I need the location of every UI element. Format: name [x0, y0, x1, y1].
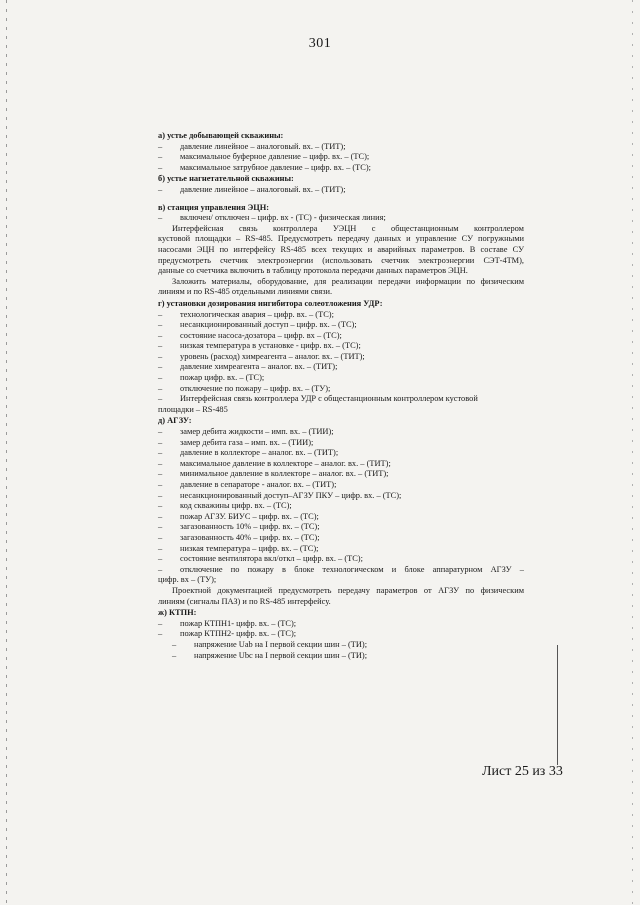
bullet-dash: – [158, 394, 163, 404]
list-item [158, 619, 524, 630]
line-text: состояние насоса-дозатора – цифр. вх – (ТС); [180, 330, 342, 340]
list-item [158, 501, 524, 512]
paragraph-line [158, 287, 524, 298]
line-text: загазованность 40% – цифр. вх. – (ТС); [180, 532, 320, 542]
line-text: технологическая авария – цифр. вх. – (ТС); [180, 309, 334, 319]
line-text: низкая температура – цифр. вх. – (ТС); [180, 543, 319, 553]
line-text: напряжение Ubc на I первой секции шин – (ТИ); [194, 650, 368, 660]
section-heading [158, 608, 524, 619]
line-text: включен/ отключен – цифр. вх - (ТС) - физическая линия; [180, 213, 386, 223]
paragraph-line [158, 245, 524, 256]
line-text: ж) КТПН: [158, 608, 197, 618]
document-body [158, 130, 524, 661]
line-text: давление в сепараторе - аналог. вх. – (ТИТ); [180, 480, 337, 489]
section-heading [158, 299, 524, 310]
paragraph-line [158, 256, 524, 267]
list-item [158, 427, 524, 438]
scan-edge-right [632, 0, 633, 905]
line-text: б) устье нагнетательной скважины: [158, 174, 294, 184]
bullet-dash: – [158, 522, 163, 532]
line-text: состояние вентилятора вкл/откл – цифр. вх. – (ТС); [180, 554, 363, 564]
list-item [158, 651, 524, 662]
bullet-dash: – [158, 490, 163, 500]
list-item [158, 310, 524, 321]
line-text: несанкционированный доступ – цифр. вх. – (ТС); [180, 320, 357, 330]
line-text: давление линейное – аналоговый. вх. – (ТИТ); [180, 141, 346, 151]
line-text: площадки – RS-485 [158, 404, 228, 414]
bullet-dash: – [158, 330, 163, 340]
list-item [158, 512, 524, 523]
bullet-dash: – [158, 618, 163, 628]
list-item [158, 394, 524, 405]
bullet-dash: – [158, 309, 163, 319]
bullet-dash: – [158, 351, 163, 361]
list-item [158, 331, 524, 342]
margin-rule [557, 645, 558, 765]
line-text: а) устье добывающей скважины: [158, 131, 284, 140]
list-item [158, 522, 524, 533]
section-heading [158, 131, 524, 142]
line-text: максимальное давление в коллекторе – аналог. вх. – (ТИТ); [180, 458, 391, 468]
text-line [158, 575, 524, 586]
line-text: пожар АГЗУ. БИУС – цифр. вх. – (ТС); [180, 511, 319, 521]
line-text: д) АГЗУ: [158, 416, 192, 426]
list-item [158, 320, 524, 331]
line-text: данные со счетчика включить в таблицу протокола передачи данных параметров ЭЦН. [158, 266, 468, 276]
scan-edge-left [6, 0, 7, 905]
line-text: максимальное затрубное давление – цифр. вх. – (ТС); [180, 162, 371, 172]
bullet-dash: – [158, 362, 163, 372]
bullet-dash: – [158, 480, 163, 489]
line-text: г) установки дозирования ингибитора солеотложения УДР: [158, 298, 383, 308]
bullet-dash: – [158, 184, 163, 194]
list-item [158, 373, 524, 384]
list-item [158, 384, 524, 395]
bullet-dash: – [158, 564, 163, 574]
line-text: предусмотреть счетчик электроэнергии (использовать счетчик электроэнергии СЭТ-4ТМ), [158, 255, 524, 265]
list-item [158, 185, 524, 196]
line-text: несанкционированный доступ–АГЗУ ПКУ – цифр. вх. – (ТС); [180, 490, 402, 500]
bullet-dash: – [158, 427, 163, 437]
bullet-dash: – [158, 629, 163, 639]
bullet-dash: – [158, 373, 163, 383]
line-text: низкая температура в установке - цифр. вх. – (ТС); [180, 341, 361, 351]
sheet-counter: Лист 25 из 33 [482, 764, 563, 779]
list-item [158, 491, 524, 502]
bullet-dash: – [158, 448, 163, 458]
list-item [158, 469, 524, 480]
line-text: пожар цифр. вх. – (ТС); [180, 373, 265, 383]
paragraph-line [158, 266, 524, 277]
list-item [158, 629, 524, 640]
bullet-dash: – [158, 437, 163, 447]
list-item [158, 362, 524, 373]
list-item [158, 152, 524, 163]
line-text: замер дебита газа – имп. вх. – (ТИИ); [180, 437, 314, 447]
line-text: код скважины цифр. вх. – (ТС); [180, 501, 292, 511]
paragraph-line [158, 597, 524, 608]
line-text: Интерфейсная связь контроллера УДР с общестанционным контроллером кустовой [180, 394, 478, 404]
bullet-dash: – [158, 141, 163, 151]
bullet-dash: – [158, 383, 163, 393]
line-text: замер дебита жидкости – имп. вх. – (ТИИ); [180, 427, 334, 437]
line-text: Проектной документацией предусмотреть передачу параметров от АГЗУ по физическим [172, 585, 524, 595]
spacer [158, 196, 524, 202]
list-item [158, 341, 524, 352]
bullet-dash: – [158, 162, 163, 172]
line-text: в) станция управления ЭЦН: [158, 202, 270, 212]
section-heading [158, 174, 524, 185]
paragraph-line [158, 224, 524, 235]
paragraph-line [158, 277, 524, 288]
bullet-dash: – [158, 532, 163, 542]
text-line [158, 405, 524, 416]
section-heading [158, 416, 524, 427]
bullet-dash: – [158, 511, 163, 521]
list-item [158, 554, 524, 565]
section-heading [158, 203, 524, 214]
line-text: отключение по пожару – цифр. вх. – (ТУ); [180, 383, 331, 393]
paragraph-line [158, 586, 524, 597]
bullet-dash: – [158, 543, 163, 553]
line-text: цифр. вх – (ТУ); [158, 575, 217, 585]
list-item [158, 565, 524, 576]
list-item [158, 459, 524, 470]
line-text: пожар КТПН1- цифр. вх. – (ТС); [180, 618, 297, 628]
line-text: максимальное буферное давление – цифр. вх. – (ТС); [180, 152, 370, 162]
line-text: Интерфейсная связь контроллера УЭЦН с общестанционным контроллером [172, 223, 524, 233]
bullet-dash: – [172, 639, 177, 649]
line-text: кустовой площадки – RS-485. Предусмотреть передачу данных и управление СУ погружными [158, 234, 524, 244]
bullet-dash: – [158, 320, 163, 330]
bullet-dash: – [158, 469, 163, 479]
bullet-dash: – [158, 152, 163, 162]
list-item [158, 163, 524, 174]
list-item [158, 544, 524, 555]
line-text: напряжение Uab на I первой секции шин – (ТИ); [194, 639, 368, 649]
line-text: линиям и по RS-485 отдельными линиями связи. [158, 287, 333, 297]
line-text: минимальное давление в коллекторе – аналог. вх. – (ТИТ); [180, 469, 389, 479]
line-text: уровень (расход) химреагента – аналог. вх. – (ТИТ); [180, 351, 365, 361]
line-text: загазованность 10% – цифр. вх. – (ТС); [180, 522, 320, 532]
list-item [158, 352, 524, 363]
list-item [158, 448, 524, 459]
line-text: пожар КТПН2- цифр. вх. – (ТС); [180, 629, 297, 639]
list-item [158, 142, 524, 153]
bullet-dash: – [158, 341, 163, 351]
line-text: давление линейное – аналоговый. вх. – (ТИТ); [180, 184, 346, 194]
list-item [158, 533, 524, 544]
line-text: линиям (сигналы ПАЗ) и по RS-485 интерфейсу. [158, 596, 331, 606]
list-item [158, 480, 524, 491]
line-text: давление химреагента – аналог. вх. – (ТИТ); [180, 362, 338, 372]
bullet-dash: – [158, 554, 163, 564]
list-item [158, 213, 524, 224]
list-item [158, 640, 524, 651]
line-text: насосами ЭЦН по интерфейсу RS-485 всех текущих и аварийных параметров. В составе СУ [158, 244, 524, 254]
bullet-dash: – [158, 213, 163, 223]
line-text: отключение по пожару в блоке технологическом и блоке аппаратурном АГЗУ – [180, 564, 524, 574]
bullet-dash: – [158, 501, 163, 511]
bullet-dash: – [158, 458, 163, 468]
list-item [158, 438, 524, 449]
paragraph-line [158, 234, 524, 245]
page-number: 301 [308, 36, 332, 51]
line-text: давление в коллекторе – аналог. вх. – (ТИТ); [180, 448, 339, 458]
bullet-dash: – [172, 650, 177, 660]
line-text: Заложить материалы, оборудование, для реализации передачи информации по физическим [172, 276, 524, 286]
